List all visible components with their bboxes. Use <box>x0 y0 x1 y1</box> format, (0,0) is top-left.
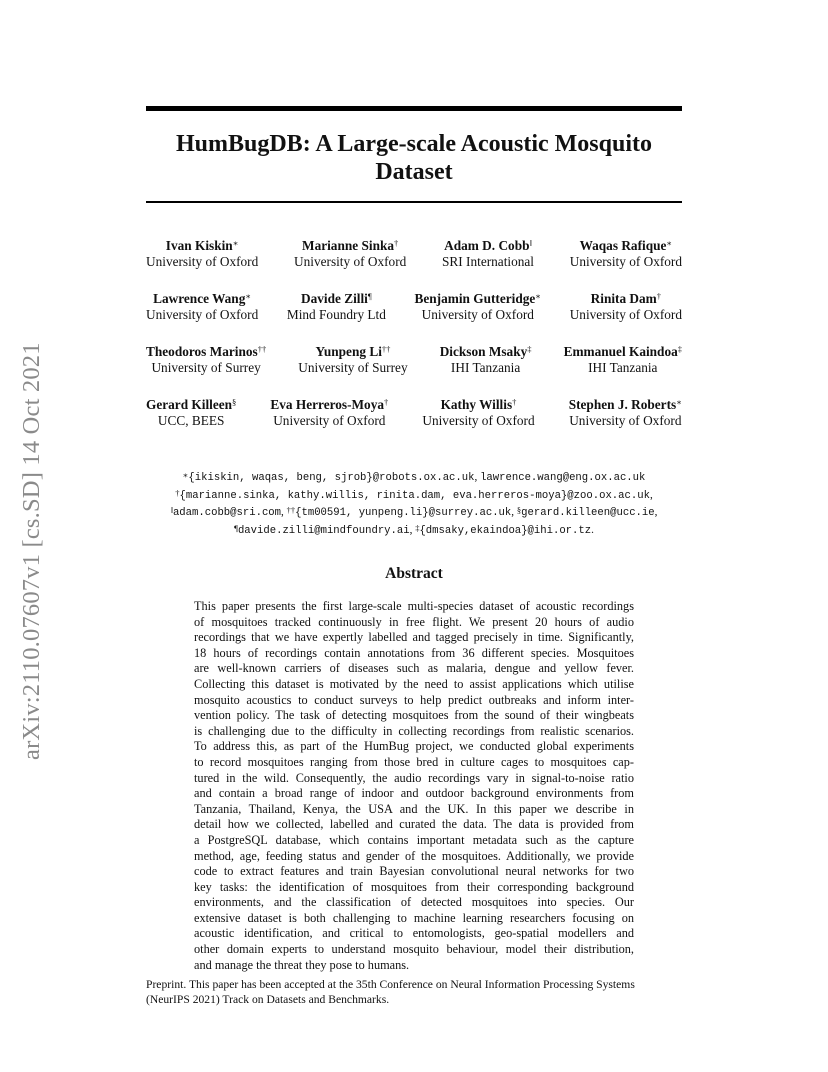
author: Dickson Msaky‡ IHI Tanzania <box>439 344 532 375</box>
abstract-line: key tasks: the identification of mosquitoes from their corresponding background <box>194 879 634 894</box>
author: Waqas Rafique∗ University of Oxford <box>569 238 682 269</box>
author-affiliation: University of Oxford <box>273 412 386 428</box>
title-rule <box>146 201 682 203</box>
author-affiliation: University of Oxford <box>569 306 682 322</box>
abstract-line: 18 hours of recordings contain annotations from 36 different species. Mosquitoes <box>194 645 634 660</box>
abstract-line: and contain a broad range of indoor and outdoor background environments from <box>194 786 634 801</box>
abstract-body <box>194 599 634 973</box>
author: Gerard Killeen§ UCC, BEES <box>146 397 237 428</box>
footnote-line: (NeurIPS 2021) Track on Datasets and Benchmarks. <box>146 992 390 1006</box>
author-row <box>146 238 682 269</box>
author-affiliation: Mind Foundry Ltd <box>286 306 386 322</box>
arxiv-identifier: arXiv:2110.07607v1 [cs.SD] 14 Oct 2021 <box>18 342 45 760</box>
abstract-heading: Abstract <box>385 565 443 582</box>
email-line: ∗{ikiskin, waqas, beng, sjrob}@robots.ox.ac.uk, lawrence.wang@eng.ox.ac.uk <box>182 470 646 484</box>
abstract-line: vention policy. The task of detecting mosquitoes from the sound of their wingbeats <box>194 708 634 723</box>
author: Davide Zilli¶ Mind Foundry Ltd <box>286 291 386 322</box>
email-block <box>120 469 708 539</box>
author: Kathy Willis† University of Oxford <box>422 397 535 428</box>
author-affiliation: University of Oxford <box>146 306 259 322</box>
author-affiliation: University of Surrey <box>151 359 261 375</box>
author-block <box>146 238 682 450</box>
author: Stephen J. Roberts∗ University of Oxford <box>568 397 682 428</box>
author-row <box>146 397 682 428</box>
author-affiliation: University of Oxford <box>146 253 259 269</box>
abstract-line: acoustic identification, and critical to entomologists, geo-spatial modellers and <box>194 926 634 941</box>
abstract-line: environments, and the classification of detected mosquitoes into species. Our <box>194 895 634 910</box>
author-affiliation: University of Oxford <box>422 412 535 428</box>
author-affiliation: University of Oxford <box>294 253 407 269</box>
author: Theodoros Marinos†† University of Surrey <box>146 344 267 375</box>
author-affiliation: IHI Tanzania <box>588 359 658 375</box>
email-line: †{marianne.sinka, kathy.willis, rinita.dam, eva.herreros-moya}@zoo.ox.ac.uk, <box>175 487 653 502</box>
author-affiliation: University of Oxford <box>569 412 682 428</box>
abstract-line: a PostgreSQL database, which contains important metadata such as the capture <box>194 832 634 847</box>
abstract-line: Tanzania, Thailand, Kenya, the USA and the UK. In this paper we describe in <box>194 801 634 816</box>
author-row <box>146 344 682 375</box>
abstract-line: tured in the wild. Consequently, the audio recordings vary in signal-to-noise ratio <box>194 770 634 785</box>
abstract-line: mosquito acoustics to conduct surveys to help predict outbreaks and inform inter- <box>194 692 634 707</box>
abstract-line: to record mosquitoes ranging from those bred in culture cages to mosquitoes cap- <box>194 754 634 769</box>
abstract-line: is challenging due to the difficulty in collecting recordings from realistic scenarios. <box>194 723 634 738</box>
author-affiliation: UCC, BEES <box>157 412 225 428</box>
author-affiliation: IHI Tanzania <box>450 359 521 375</box>
abstract-line: method, age, feeding status and gender of the mosquitoes. Additionally, we provide <box>194 848 634 863</box>
abstract-line: recordings that we have expertly labelled and tagged precisely in time. Significantly, <box>194 630 634 645</box>
abstract-line: are well-known carriers of diseases such as malaria, dengue and yellow fever. <box>194 661 634 676</box>
author: Ivan Kiskin∗ University of Oxford <box>146 238 259 269</box>
preprint-footnote <box>146 978 686 1007</box>
email-line: ¶davide.zilli@mindfoundry.ai, ‡{dmsaky,ekaindoa}@ihi.or.tz. <box>234 522 594 537</box>
author-affiliation: University of Surrey <box>298 359 408 375</box>
author: Eva Herreros-Moya† University of Oxford <box>270 397 389 428</box>
abstract-line: other domain experts to understand mosquito behaviour, model their distribution, <box>194 942 634 957</box>
abstract-line: of mosquitoes tracked continuously in free flight. We present 20 hours of audio <box>194 614 634 629</box>
email-line: ‖adam.cobb@sri.com, ††{tm00591, yunpeng.li}@surrey.ac.uk, §gerard.killeen@ucc.ie, <box>170 505 658 519</box>
author: Yunpeng Li†† University of Surrey <box>298 344 408 375</box>
author-row <box>146 291 682 322</box>
author: Lawrence Wang∗ University of Oxford <box>146 291 259 322</box>
author: Emmanuel Kaindoa‡ IHI Tanzania <box>563 344 682 375</box>
author-affiliation: SRI International <box>442 253 534 269</box>
author: Adam D. Cobb‖ SRI International <box>442 238 534 269</box>
author-affiliation: University of Oxford <box>569 253 682 269</box>
abstract-line: extensive dataset is both challenging to machine learning researchers focusing on <box>194 910 634 925</box>
abstract-line: and manage the threat they pose to humans. <box>194 957 410 972</box>
author-affiliation: University of Oxford <box>421 306 534 322</box>
footnote-line: Preprint. This paper has been accepted at the 35th Conference on Neural Information Processing Systems <box>146 978 635 991</box>
paper-title: HumBugDB: A Large-scale Acoustic Mosquito Dataset <box>175 131 652 185</box>
author: Benjamin Gutteridge∗ University of Oxford <box>414 291 542 322</box>
abstract-line: This paper presents the first large-scale multi-species dataset of acoustic recordings <box>194 599 634 613</box>
author: Marianne Sinka† University of Oxford <box>294 238 407 269</box>
abstract-line: detail how we collected, labelled and curated the data. The data is provided from <box>194 817 634 832</box>
abstract-line: To address this, as part of the HumBug project, we conducted global experiments <box>194 739 634 754</box>
top-rule <box>146 106 682 111</box>
author: Rinita Dam† University of Oxford <box>569 291 682 322</box>
abstract-line: Collecting this dataset is motivated by the need to assist applications which utilise <box>194 676 634 691</box>
abstract-line: code to extract features and train Bayesian convolutional neural networks for two <box>194 864 634 879</box>
